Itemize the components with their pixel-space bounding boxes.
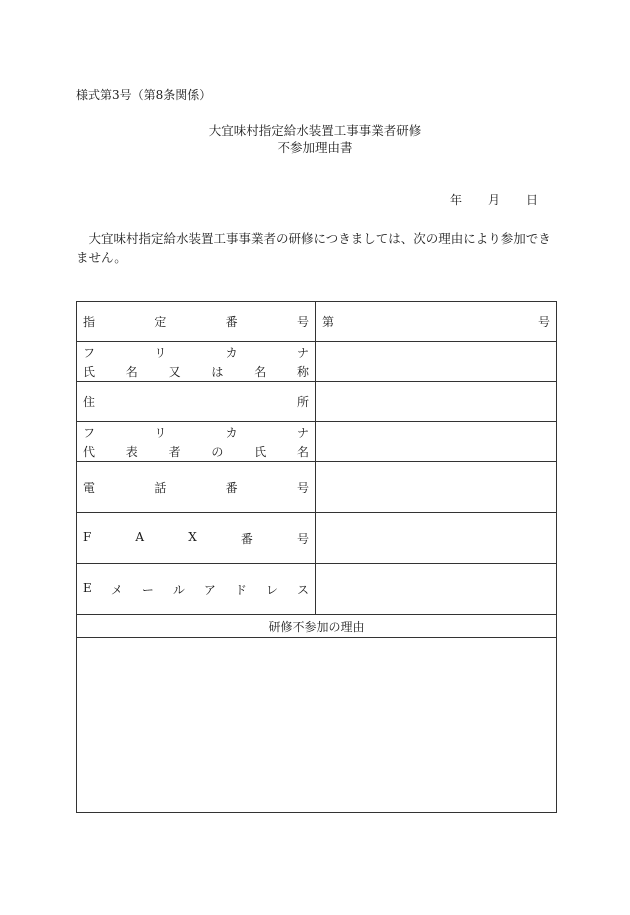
row-representative (77, 422, 557, 462)
label-char: ル (172, 582, 185, 597)
label-char: 氏 (83, 364, 96, 379)
label-char: の (211, 444, 224, 459)
label-representative (77, 422, 316, 462)
reason-header: 研修不参加の理由 (77, 615, 557, 638)
label-char: 定 (154, 315, 167, 329)
label-char: 称 (296, 364, 309, 379)
field-representative[interactable] (316, 422, 557, 462)
label-char: カ (225, 345, 238, 360)
label-char: ー (141, 582, 154, 597)
number-suffix: 号 (537, 315, 550, 329)
field-reason[interactable] (77, 638, 557, 813)
label-char: A (135, 529, 145, 544)
field-phone[interactable] (316, 462, 557, 513)
label-char: 号 (296, 531, 309, 546)
label-char: 番 (225, 315, 238, 329)
label-char: 号 (296, 480, 309, 495)
row-reason-body (77, 638, 557, 813)
label-char: 名 (296, 444, 309, 459)
label-phone (77, 462, 316, 513)
label-char: ド (234, 582, 247, 597)
row-email (77, 564, 557, 615)
body-text (76, 229, 558, 267)
label-address (77, 382, 316, 422)
label-email (77, 564, 316, 615)
field-name[interactable] (316, 342, 557, 382)
label-char: 氏 (254, 444, 267, 459)
label-char: 代 (83, 444, 96, 459)
label-char: 名 (125, 364, 138, 379)
label-fax (77, 513, 316, 564)
field-designation-number[interactable] (316, 302, 557, 342)
label-char: 番 (240, 531, 253, 546)
date-day: 日 (526, 193, 539, 207)
row-address (77, 382, 557, 422)
title-line1: 大宜味村指定給水装置工事事業者研修 (208, 123, 422, 138)
label-char: 又 (168, 364, 181, 379)
row-designation-number (77, 302, 557, 342)
label-char: 番 (225, 480, 238, 495)
field-fax[interactable] (316, 513, 557, 564)
form-id: 様式第3号（第8条関係） (76, 88, 212, 102)
label-char: フ (83, 425, 96, 440)
label-char: 名 (254, 364, 267, 379)
row-phone (77, 462, 557, 513)
label-designation-number (77, 302, 316, 342)
label-char: 住 (83, 395, 96, 409)
label-char: メ (110, 582, 123, 597)
label-char: ナ (296, 425, 309, 440)
date-line (450, 191, 538, 208)
label-name (77, 342, 316, 382)
label-char: フ (83, 345, 96, 360)
form-table (76, 301, 557, 813)
label-char: X (188, 529, 197, 544)
title-line2: 不参加理由書 (277, 140, 353, 155)
body-text-content: 大宜味村指定給水装置工事事業者の研修につきましては、次の理由により参加できません。 (76, 231, 551, 265)
number-prefix: 第 (322, 315, 335, 329)
label-char: E (83, 580, 92, 595)
label-char: 表 (125, 444, 138, 459)
row-fax (77, 513, 557, 564)
field-address[interactable] (316, 382, 557, 422)
row-name (77, 342, 557, 382)
label-char: 号 (296, 315, 309, 329)
field-email[interactable] (316, 564, 557, 615)
label-char: F (83, 529, 92, 544)
label-char: レ (265, 582, 278, 597)
label-char: 者 (168, 444, 181, 459)
label-char: ナ (296, 345, 309, 360)
date-year: 年 (450, 193, 463, 207)
label-char: 所 (296, 395, 309, 409)
label-char: 指 (83, 315, 96, 329)
label-char: カ (225, 425, 238, 440)
label-char: リ (154, 345, 167, 360)
label-char: ス (296, 582, 309, 597)
date-month: 月 (488, 193, 501, 207)
label-char: ア (203, 582, 216, 597)
label-char: は (211, 364, 224, 379)
label-char: 電 (83, 480, 96, 495)
label-char: 話 (154, 480, 167, 495)
label-char: リ (154, 425, 167, 440)
row-reason-header (77, 615, 557, 638)
